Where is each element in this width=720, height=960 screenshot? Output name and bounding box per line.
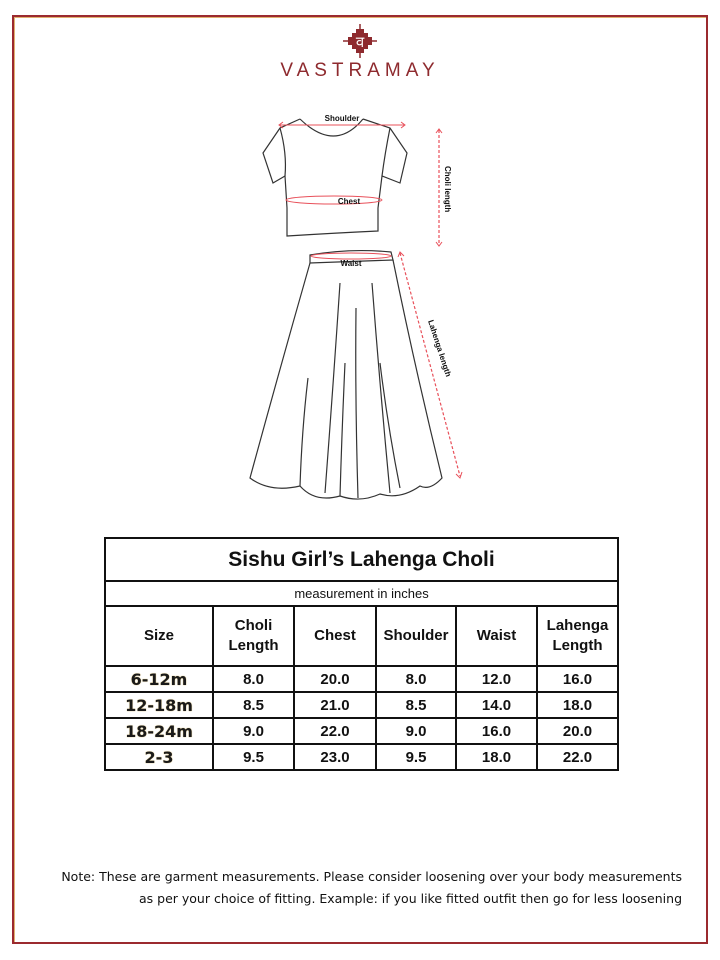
lahenga-length-cell: 16.0	[537, 666, 618, 692]
table-subtitle: measurement in inches	[105, 581, 618, 606]
waist-cell: 14.0	[456, 692, 537, 718]
shoulder-measure	[279, 114, 405, 128]
note-line-2: as per your choice of fitting. Example: if you like fitted outfit then go for less loosening	[139, 891, 682, 906]
size-cell: 6-12m	[105, 666, 213, 692]
table-row	[105, 718, 618, 744]
svg-text:व: व	[355, 33, 365, 51]
brand-name: VASTRAMAY	[280, 60, 440, 81]
lahenga-length-cell: 18.0	[537, 692, 618, 718]
choli-length-cell: 9.5	[213, 744, 294, 770]
svg-text:Chest: Chest	[337, 197, 361, 206]
table-row	[105, 744, 618, 770]
size-cell: 18-24m	[105, 718, 213, 744]
header-choli-length: Choli Length	[213, 606, 294, 666]
note-line-1: Note: These are garment measurements. Please consider loosening over your body measurements	[61, 869, 682, 884]
chest-cell: 21.0	[294, 692, 376, 718]
waist-cell: 12.0	[456, 666, 537, 692]
table-row	[105, 666, 618, 692]
lahenga-length-cell: 22.0	[537, 744, 618, 770]
svg-text:Choli length: Choli length	[443, 166, 452, 213]
size-cell: 2-3	[105, 744, 213, 770]
shoulder-cell: 9.5	[376, 744, 456, 770]
header-shoulder: Shoulder	[376, 606, 456, 666]
header-size: Size	[105, 606, 213, 666]
shoulder-cell: 9.0	[376, 718, 456, 744]
choli-outline	[263, 119, 407, 236]
svg-text:Shoulder: Shoulder	[324, 114, 360, 123]
header-chest: Chest	[294, 606, 376, 666]
shoulder-cell: 8.0	[376, 666, 456, 692]
table-title: Sishu Girl’s Lahenga Choli	[105, 538, 618, 581]
lahenga-length-measure	[398, 252, 462, 478]
lahenga-outline	[250, 251, 442, 500]
chest-cell: 20.0	[294, 666, 376, 692]
size-chart-table	[104, 537, 619, 771]
choli-length-cell: 9.0	[213, 718, 294, 744]
waist-cell: 18.0	[456, 744, 537, 770]
svg-text:Waist: Waist	[340, 259, 362, 268]
chest-measure	[286, 196, 382, 206]
choli-length-cell: 8.0	[213, 666, 294, 692]
choli-length-cell: 8.5	[213, 692, 294, 718]
header-lahenga-length: Lahenga Length	[537, 606, 618, 666]
chest-cell: 23.0	[294, 744, 376, 770]
lahenga-length-cell: 20.0	[537, 718, 618, 744]
shoulder-cell: 8.5	[376, 692, 456, 718]
table-row	[105, 692, 618, 718]
lahenga-choli-diagram	[230, 108, 490, 508]
size-cell: 12-18m	[105, 692, 213, 718]
choli-length-measure	[436, 129, 452, 246]
fit-note	[20, 866, 682, 910]
waist-cell: 16.0	[456, 718, 537, 744]
chest-cell: 22.0	[294, 718, 376, 744]
header-row	[105, 606, 618, 666]
vastramay-logo-icon	[343, 24, 377, 58]
svg-text:Lahenga length: Lahenga length	[426, 318, 453, 378]
header-waist: Waist	[456, 606, 537, 666]
